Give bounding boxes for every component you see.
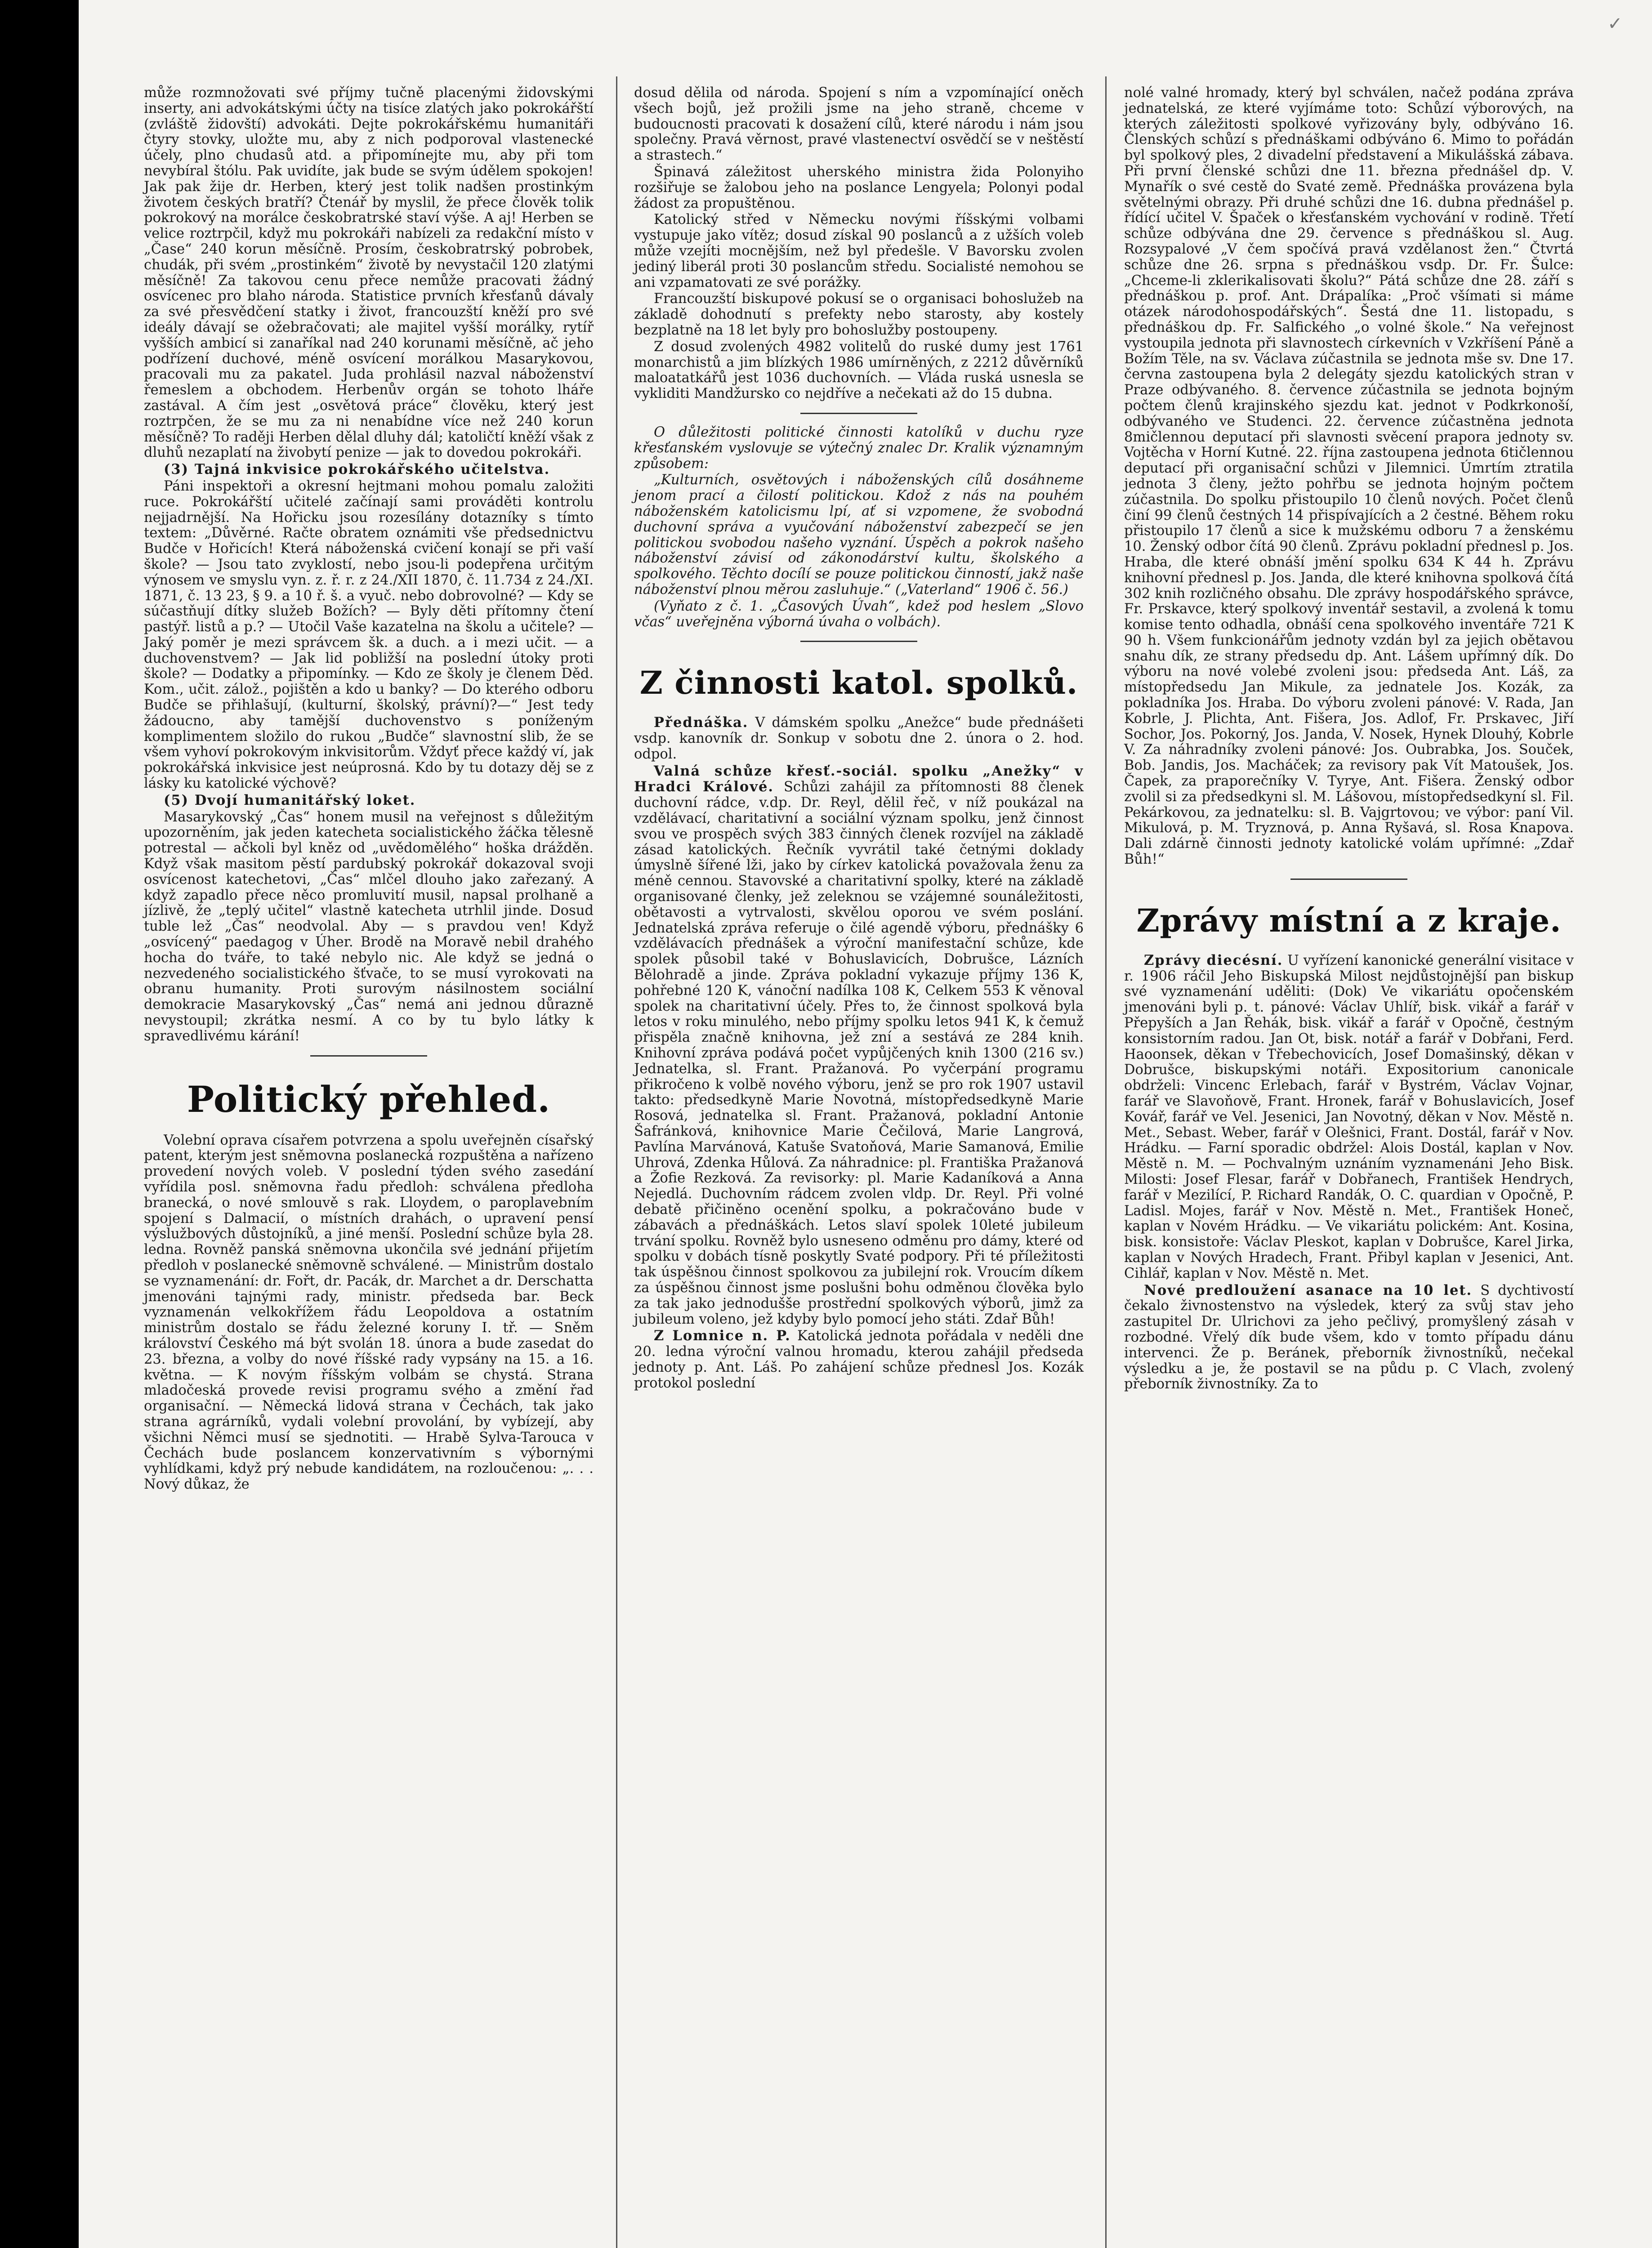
- quote-source: (Vyňato z č. 1. „Časových Úvah“, kdež pod heslem „Slovo včas“ uveřejněna výborná úvaha o volbách).: [634, 598, 1084, 630]
- item-title: Z Lomnice n. P.: [654, 1328, 791, 1344]
- item-text: V dámském spolku „Anežce“ bude přednášeti vsdp. kanovník dr. Sonkup v sobotu dne 2. února o 2. hod. odpol.: [634, 715, 1084, 762]
- column-right: [1124, 85, 1574, 1393]
- column-middle: [634, 85, 1084, 1392]
- news-item: [1124, 1283, 1574, 1393]
- item-text: Schůzi zahájil za přítomnosti 88 členek duchovní rádce, v.dp. Dr. Reyl, dělil řeč, v níž poukázal na vzdělávací, charitativní a sociální význam spolku, jenž činnost svou ve prospěch svých 383 činných členek rozvíjel na základě zásad katolických. Řečník vyvrátil také četnými doklady úmyslně šířené lži, jako by církev katolická považovala ženu za méně cennou. Stavovské a charitativní spolky, které na základě organisované členky, jež zeleknou se vzájemné sounáležitosti, obětavosti a vytrvalosti, skvělou oporou ve svém poslání. Jednatelská zpráva referuje o čilé agendě výboru, přednášky 6 vzdělávacích přednášek a výroční manifestační schůze, kde spolek působil také v Bohuslavicích, Dobrušce, Lázních Bělohradě a jinde. Zpráva pokladní vykazuje příjmy 136 K, pohřebné 120 K, vánoční nadílka 108 K, Celkem 553 K věnoval spolek na charitativní účely. Přes to, že činnost spolková byla letos v roku minulého, nebo příjmy spolku letos 941 K, k čemuž přispěla značně knihovna, jež zní a sestává ze 284 knih. Knihovní zpráva podává počet vypůjčených knih 1300 (216 sv.) Jednatelka, sl. Frant. Pražanová. Po vyčerpání programu přikročeno k volbě nového výboru, jenž se pro rok 1907 ustavil takto: předsedkyně Marie Novotná, místopředsedkyně Marie Rosová, jednatelka sl. Frant. Pražanová, pokladní Antonie Šafránková, knihovnice Marie Čečilová, Marie Langrová, Pavlína Marvánová, Katuše Svatoňová, Marie Samanová, Emilie Uhrová, Zdenka Hůlová. Za náhradnice: pl. Františka Pražanová a Žofie Rezková. Za revisorky: pl. Marie Kadaníková a Anna Nejedlá. Duchovním rádcem zvolen vldp. Dr. Reyl. Při volné debatě přičiněno ocenění spolku, a pokračováno bude v zábavách a přednáškách. Letos slaví spolek 10leté jubileum trvání spolku. Rovněž bylo usneseno odměnu pro dámy, které od spolku v dobách tísně poskytly Svaté podpory. Při té příležitosti tak úspěšnou činnost spolkovou za jubilejní rok. Vroucím díkem za úspěšnou činnost jsme poslušni bohu odměnou člověka bylo za tak jako jednodušše prostřední spolkových výborů, jimž za jubileum voleno, jež kdyby bylo pomocí jeho státi. Zdař Bůh!: [634, 779, 1084, 1327]
- paragraph: Z dosud zvolených 4982 volitelů do ruské dumy jest 1761 monarchistů a jim blízkých 1986 umírněných, z 2212 důvěrníků maloatatkářů jest 1036 duchovních. — Vláda ruská usnesla se vykliditi Mandžursko co nejdříve a nečekati až do 15 dubna.: [634, 339, 1084, 402]
- paragraph: Katolický střed v Německu novými říšskými volbami vystupuje jako vítěz; dosud získal 90 poslanců a z užších voleb může vzejíti mocnějším, než byl předešle. V Bavorsku zvolen jediný liberál proti 30 poslancům středu. Socialisté nemohou se ani vzpamatovati ze své porážky.: [634, 212, 1084, 290]
- paragraph: Masarykovský „Čas“ honem musil na veřejnost s důležitým upozorněním, jak jeden katecheta socialistického žáčka tělesně potrestal — ačkoli byl kněz od „uvědomělého“ hoška drážděn. Když však masitom pěstí pardubský pokrokář dokazoval svoji osvícenost katechetovi, „Čas“ mlčel dlouho jako zařezaný. A když zapadlo přece něco promluvití musil, napsal prolhaně a jízlivě, že „teplý učitel“ vlastně katecheta utrhlil jinde. Dosud tuble lež „Čas“ neodvolal. Aby — s pravdou ven! Když „osvícený“ paedagog v Úher. Brodě na Moravě nebil drahého hocha do tváře, to také nebylo nic. Ale když se jedná o nezvedeného socialistického šťvače, to se musí vyrokovati na obranu humanity. Proti surovým násilnostem sociální demokracie Masarykovský „Čas“ nemá ani jednou důrazně nevystoupil; zkrátka nesmí. A co by tu bylo látky k spravedlivému kárání!: [144, 809, 594, 1044]
- section-heading: [144, 793, 594, 809]
- news-item: [1124, 953, 1574, 1282]
- quote-intro: O důležitosti politické činnosti katolíků v duchu ryze křesťanském vyslovuje se výtečný znalec Dr. Kralik významným způsobem:: [634, 424, 1084, 472]
- paragraph: Volební oprava císařem potvrzena a spolu uveřejněn císařský patent, kterým jest sněmovna poslanecká rozpuštěna a nařízeno provedení nových voleb. V poslední týden svého zasedání vyřídila posl. sněmovna řadu předloh: schválena předloha branecká, o nové smlouvě s rak. Lloydem, o paroplavebním spojení s Dalmacií, o místních drahách, o upravení pensí výslužbových důstojníků, a jiné menší. Poslední schůze byla 28. ledna. Rovněž panská sněmovna ukončila své jednání přijetím předloh v poslanecké sněmovně schválené. — Ministrům dostalo se vyznamenání: dr. Fořt, dr. Pacák, dr. Marchet a dr. Derschatta jmenováni tajnými rady, ministr. předseda bar. Beck vyznamenán velkokřížem řádu Leopoldova a ostatním ministrům dostalo se řádu železné koruny I. tř. — Sněm království Českého má být svolán 18. února a bude zasedat do 23. března, a volby do nové říšské rady vypsány na 15. a 16. května. — K novým říšským volbám se chystá. Strana mladočeská provede revisi programu svého a změní řad organisační. — Německá lidová strana v Čechách, tak jako strana agrárníků, vydali volební provolání, by vybízejí, aby všichni Němci musí se sjednotiti. — Hrabě Sylva-Tarouca v Čechách bude poslancem konzervativním s výbornými vyhlídkami, když prý nebude kandidátem, na rozloučenou: „. . . Nový důkaz, že: [144, 1132, 594, 1493]
- newspaper-page: [79, 0, 1652, 2248]
- item-text: S dychtivostí čekalo živnostenstvo na výsledek, který za svůj stav jeho zastupitel Dr. Ulrichovi za jeho pečlivý, promyšlený zásah v rozbodné. Vřelý dík bude všem, kdo v tomto případu dánu intervenci. Že p. Beránek, přeborník živnostníků, nečekal výsledku a je, že postavil se na půdu p. C Vlach, zvolený přeborník živnostníky. Za to: [1124, 1282, 1574, 1392]
- column-left: [144, 85, 594, 1494]
- item-title: Nové predloužení asanace na 10 let.: [1144, 1282, 1473, 1298]
- separator: [310, 1055, 427, 1057]
- heading-politicky-prehled: Politický přehled.: [187, 1078, 551, 1120]
- column-divider: [616, 76, 617, 2248]
- item-title: Valná schůze křesť.-sociál. spolku „Anežky“ v Hradci Králové.: [634, 763, 1084, 795]
- news-item: [634, 763, 1084, 1328]
- section-heading: [144, 462, 594, 478]
- paragraph: Špinavá záležitost uherského ministra žida Polonyiho rozšiřuje se žalobou jeho na poslance Lengyela; Polonyi podal žádost za propuštěnou.: [634, 164, 1084, 211]
- section-title: (3) Tajná inkvisice pokrokářského učitelstva.: [164, 461, 550, 478]
- column-divider: [1105, 76, 1107, 2248]
- paragraph: nolé valné hromady, který byl schválen, načež podána zpráva jednatelská, ze které vyjímáme toto: Schůzí výborových, na kterých záležitosti spolkové vyřizovány byly, odbýváno 16. Členských schůzí s přednáškami odbýváno 6. Mimo to pořádán byl spolkový ples, 2 divadelní představení a Mikulášská zábava. Při první členské schůzi dne 11. března přednášel dp. V. Mynařík o své cestě do Svaté země. Přednáška provázena byla světelnými obrazy. Při druhé schůzi dne 16. dubna přednášel p. řídící učitel V. Špaček o křesťanském vychování v rodině. Třetí schůze odbývána dne 29. července s přednáškou sl. Aug. Rozsypalové „V čem spočívá pravá vzdělanost žen.“ Čtvrtá schůze dne 26. srpna s přednáškou vsdp. Dr. Fr. Šulce: „Chceme-li zklerikalisovati školu?“ Pátá schůze dne 28. září s přednáškou p. prof. Ant. Drápalíka: „Proč všímati si máme otázek národohospodářských“. Šestá dne 11. listopadu, s přednáškou dp. Fr. Salfického „o volné škole.“ Na veřejnost vystoupila jednota při slavnostech církevních v Vzkříšení Páně a Božím Těle, na sv. Václava zúčastnila se jednota mše sv. Dne 17. června zastoupena byla 2 delegáty sjezdu katolických stran v Praze odbývaného. 8. července zúčastnila se jednota bojným počtem členů krajinského sjezdu kat. jednot v Podkrkonoší, odbývaného ve Studenci. 22. července zúčastněna jednota 8mičlennou deputací při slavnosti svěcení prapora jednoty sv. Vojtěcha v Horní Kutné. 22. října zastoupena jednota 6tičlennou deputací při organisační schůzi v Jilemnici. Úmrtím ztratila jednota 3 členy, ježto pohřbu se jednota hojným počtem zúčastnila. Do spolku přistoupilo 10 členů nových. Počet členů činí 99 členů čestných 14 přispívajících a 2 čestné. Během roku přistoupilo 17 členů a sice k mužskému odboru 7 a ženskému 10. Ženský odbor čítá 90 členů. Zprávu pokladní přednesl p. Jos. Hraba, dle které obnáší jmění spolku 634 K 44 h. Zprávu knihovní přednesl p. Jos. Janda, dle které knihovna spolková čítá 302 knih rozličného obsahu. Dle zprávy hospodářského správce, Fr. Prskavce, který spolkový inventář sestavil, a zvolená k tomu komise tento odhadla, obnáší cena spolkového inventáře 721 K 90 h. Všem funkcionářům jednoty vzdán byl za jejich obětavou snahu dík, ze strany předsedu dp. Ant. Lášem upřímný dík. Do výboru na nové volebé zvoleni jsou: předseda Ant. Láš, za místopředsedu Jan Mikule, za jednatele Jos. Kozák, za pokladníka Jos. Hraba. Do výboru zvoleni pánové: V. Rada, Jan Kobrle, J. Plichta, Ant. Fišera, Jos. Adlof, Fr. Prskavec, Jiří Sochor, Jos. Pokorný, Jos. Janda, V. Nosek, Hynek Dlouhý, Kobrle V. Za náhradníky zvoleni pánové: Jos. Oubrabka, Jos. Souček, Bob. Jandis, Jos. Macháček; za revisory pak Vít Matoušek, Jos. Čapek, za praporečníky V. Tyrye, Ant. Fišera. Ženský odbor zvolil si za předsedkyni sl. M. Lášovou, místopředsedkyní sl. Fil. Pekárkovou, za jednatelku: sl. B. Vajgrtovou; ve výbor: paní Vil. Mikulová, p. M. Tryznová, p. Anna Ryšavá, sl. Rosa Knapova. Dali zdárně činnosti jednoty katolické volám upřímné: „Zdař Bůh!“: [1124, 85, 1574, 868]
- separator: [800, 641, 917, 642]
- paragraph: Páni inspektoři a okresní hejtmani mohou pomalu založiti ruce. Pokrokářští učitelé začínají sami prováděti kontrolu nejjadrnější. Na Hořicku jsou rozesílány dotazníky s tímto textem: „Důvěrné. Račte obratem oznámiti vše předsednictvu Budče v Hořicích! Která náboženská cvičení konají se při vaší škole? — Jsou tato zvyklostí, nebo jsou-li podepřena určitým výnosem ve smyslu vyn. z. ř. r. z 24./XII 1870, č. 11.734 z 24./XI. 1871, č. 13 23, § 9. a 10 ř. š. a vyuč. nebo dobrovolné? — Kdy se súčastňují dítky služeb Božích? — Byly děti přítomny čtení pastýř. listů a p.? — Utočil Vaše kazatelna na školu a učitele? — Jaký poměr je mezi správcem šk. a duch. a i mezi učit. — a duchovenstvem? — Jak lid pobližší na poslední útoky proti škole? — Dodatky a připomínky. — Kdo ze školy je členem Děd. Kom., učit. zálož., pojištěn a kdo u banky? — Do kterého odboru Budče se přihlašují, (kulturní, školský, právní)?—“ Jest tedy žádoucno, aby tamější duchovenstvo s poníženým komplimentem složilo do rukou „Budče“ slavnostní slib, že se všem vyhoví pokrokovým inkvisitorům. Vždyť přece každý ví, jak pokrokářská inkvisice jest neúprosná. Kdo by tu dotazy děj se z lásky ku katolické výchově?: [144, 478, 594, 792]
- heading-z-cinnosti: Z činnosti katol. spolků.: [639, 664, 1078, 702]
- item-text: Katolická jednota pořádala v neděli dne 20. ledna výroční valnou hromadu, kterou zahájil předseda jednoty p. Ant. Láš. Po zahájení schůze přednesl Jos. Kozák protokol poslední: [634, 1328, 1084, 1391]
- paragraph: může rozmnožovati své příjmy tučně placenými židovskými inserty, ani advokátskými účty na tisíce zlatých jako pokrokářští (zvláště židovští) advokáti. Dejte pokrokářskému humanitáři čtyry stovky, uložte mu, aby z nich podporoval vlastenecké účely, plno chudasů atd. a připomínejte mu, aby při tom nevybíral štólu. Pak uvidíte, jak bude se svým údělem spokojen! Jak pak žije dr. Herben, který jest tolik nadšen prostinkým životem českých bratří? Čtenář by myslil, že přece člověk tolik pokrokový na morálce českobratrské staví výše. A aj! Herben se velice roztrpčil, když mu pokrokáři nabízeli za redakční místo v „Čase“ 240 korun měsíčně. Prosím, českobratrský pobrobek, chudák, při svém „prostinkém“ životě by nevystačil 120 zlatými měsíčně! Za takovou cenu přece nemůže pracovati žádný osvícenec pro blaho národa. Statistice prvních křesťanů dávaly za své přesvědčení statky i život, francouzští kněží pro své ideály dávají se ožebračovati; ale majitel vyšší morálky, rytíř vyšších ambicí si zanaříkal nad 240 korunami měsíčně, ač jeho podřízení duchové, méně osvícení morálkou Masarykovou, pracovali mu za pakatel. Juda prohlásil nazval náboženství řemeslem a obchodem. Herbenův orgán se tohoto lháře zastával. A čím jest „osvětová práce“ člověku, který jest roztrpčen, že se mu za ni nenabídne více než 240 korun měsíčně? To raději Herben dělal dluhy dál; katoličtí kněží však z dluhů nezaplatí na živobytí penize — jak to dovedou pokrokáři.: [144, 85, 594, 461]
- quote-body: „Kulturních, osvětových i náboženských cílů dosáhneme jenom prací a čilostí politickou. Kdož z nás na pouhém náboženském katolicismu lpí, ať si vzpomene, že svobodná duchovní správa a vyučování náboženství zabezpečí se jen politickou svobodou našeho vyznání. Úspěch a pokrok našeho náboženství závisí od zákonodárství kultu, školského a spolkového. Těchto docílí se pouze politickou činností, jakž naše náboženství plnou měrou zasluhuje.“ („Vaterland“ 1906 č. 56.): [634, 472, 1084, 598]
- item-title: Zprávy diecésní.: [1144, 952, 1283, 968]
- paragraph: Francouzští biskupové pokusí se o organisaci bohoslužeb na základě dohodnutí s prefekty nebo starosty, aby kostely bezplatně na 18 let byly pro bohoslužby postoupeny.: [634, 291, 1084, 338]
- separator: [800, 413, 917, 414]
- section-title: (5) Dvojí humanitářský loket.: [164, 792, 416, 808]
- item-title: Přednáška.: [654, 714, 749, 731]
- news-item: [634, 715, 1084, 762]
- paragraph: dosud dělila od národa. Spojení s ním a vzpomínající oněch všech bojů, jež prožili jsme na jeho straně, chceme v budoucnosti pracovati k dosažení cílů, které národu i nám jsou společny. Pravá věrnost, pravé vlastenectví osvědčí se v neštěstí a strastech.“: [634, 85, 1084, 164]
- item-text: U vyřízení kanonické generální visitace v r. 1906 ráčil Jeho Biskupská Milost nejdůstojnější pan biskup své vyznamenání uděliti: (Dok) Ve vikariátu opočenském jmenováni byli p. t. pánové: Václav Uhlíř, bisk. vikář a farář v Přepyších a Jan Řehák, bisk. vikář a farář v Opočně, čestným konsistorním radou. Jan Ot, bisk. notář a farář v Dobřani, Ferd. Haoonsek, děkan v Třebechovicích, Josef Domašinský, děkan v Dobrušce, biskupskými notáři. Expositorium canonicale obdrželi: Vincenc Erlebach, farář v Bystrém, Václav Vojnar, farář ve Slavoňově, Frant. Hronek, farář v Bohuslavicích, Josef Kovář, farář ve Vel. Jesenici, Jan Novotný, děkan v Nov. Městě n. Met., Sebast. Weber, farář v Olešnici, Frant. Dostál, farář v Nov. Hrádku. — Farní sporadic obdržel: Alois Dostál, kaplan v Nov. Městě n. M. — Pochvalným uznáním vyznamenáni Jeho Bisk. Milosti: Josef Flesar, farář v Dobřanech, František Hendrych, farář v Mezilící, P. Richard Randák, O. C. quardian v Opočně, P. Ladisl. Mojes, farář v Nov. Městě n. Met., František Honeč, kaplan v Novém Hrádku. — Ve vikariátu polickém: Ant. Kosina, bisk. konsistoře: Václav Pleskot, kaplan v Dobrušce, Karel Jirka, kaplan v Nových Hradech, Frant. Přibyl kaplan v Jesenici, Ant. Cihlář, kaplan v Nov. Městě n. Met.: [1124, 952, 1574, 1281]
- news-item: [634, 1328, 1084, 1391]
- separator: [1290, 879, 1407, 880]
- heading-zpravy-mistni: Zprávy místní a z kraje.: [1136, 901, 1562, 939]
- margin-mark: ✓: [1607, 13, 1623, 34]
